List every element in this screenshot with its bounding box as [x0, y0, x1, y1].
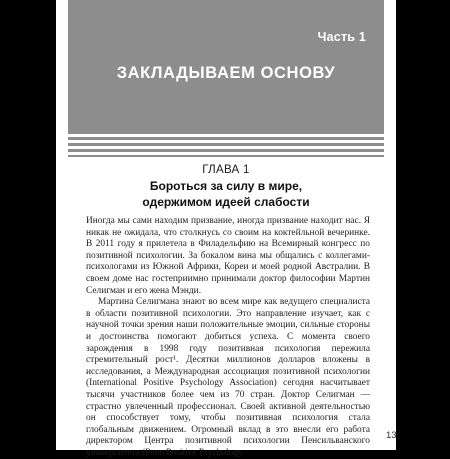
body-text	[86, 216, 370, 459]
section-title: ЗАКЛАДЫВАЕМ ОСНОВУ	[116, 64, 336, 82]
decorative-stripes	[68, 131, 384, 157]
chapter-title	[56, 178, 396, 210]
part-label: Часть 1	[317, 30, 366, 44]
paragraph: Мартина Селигмана знают во всем мире как ведущего специалиста в области позитивной психологии. Это направление изучает, как с научной точки зрения наши положительные эмоции, сильные стороны и достоинства помогают добиться успеха. С момента своего зарождения в 1998 году позитивная психология пережила стремительный рост¹. Десятки миллионов долларов вложены в исследования, а Международная ассоциация позитивной психологии (International Positive Psychology Association) сегодня насчитывает тысячи участников более чем из 70 стран. Доктор Селигман — страстно увлеченный профессионал. Своей активной деятельностью он способствует тому, чтобы позитивная психология стала глобальным движением. Огромный вклад в это внесли его работа директором Центра позитивной психологии Пенсильванского университета (Penn Positive Psychology	[86, 297, 370, 458]
paragraph: Иногда мы сами находим призвание, иногда призвание находит нас. Я никак не ожидала, что столкнусь со своим на коктейльной вечеринке. В 2011 году я прилетела в Филадельфию на Всемирный конгресс по позитивной психологии. За бокалом вина мы общались с коллегами-психологами из Южной Африки, Кореи и моей родной Австралии. В своем доме нас гостеприимно принимали доктор философии Мартин Селигман и его жена Мэнди.	[86, 216, 370, 296]
book-page	[56, 0, 397, 458]
chapter-title-line-1: Бороться за силу в мире,	[149, 179, 303, 193]
chapter-title-line-2: одержимом идеей слабости	[142, 195, 310, 209]
part-header-block	[68, 0, 384, 131]
page-number: 13	[386, 430, 397, 441]
chapter-label: ГЛАВА 1	[202, 164, 250, 176]
